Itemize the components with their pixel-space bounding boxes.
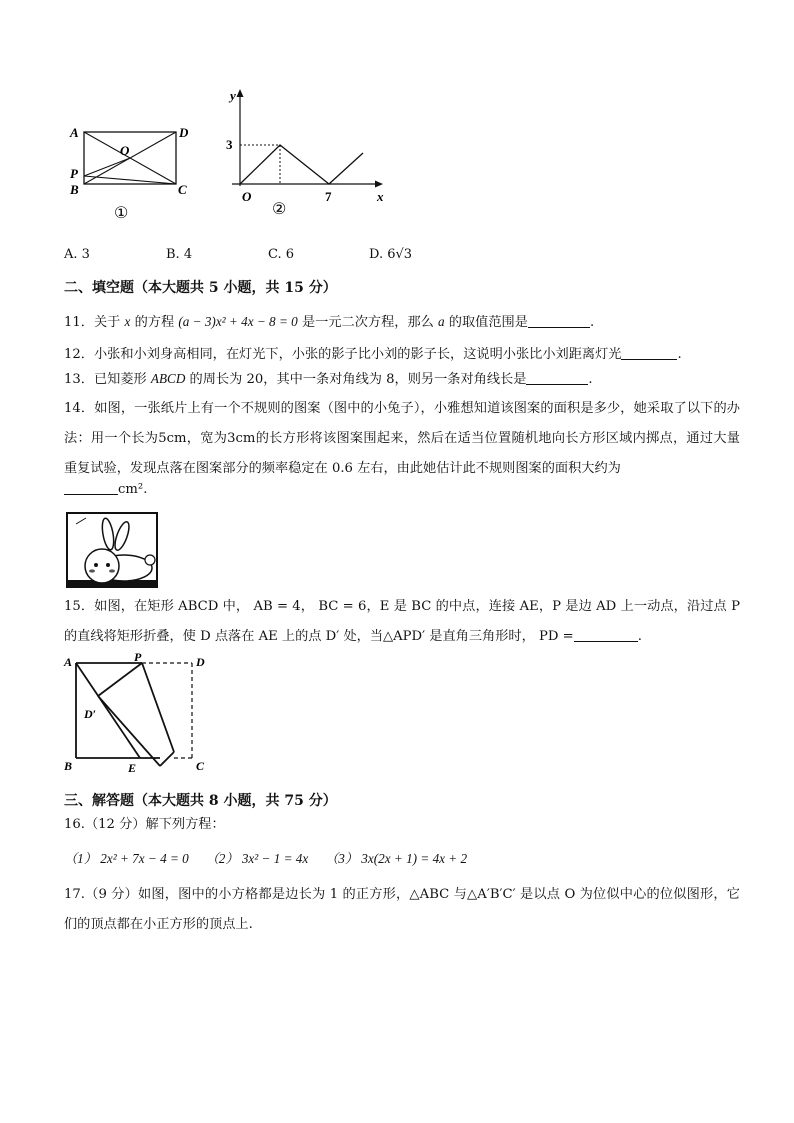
segment-pc bbox=[84, 176, 176, 184]
question-14: 14．如图，一张纸片上有一个不规则的图案（图中的小兔子），小雅想知道该图案的面积是多少，她采取了以下的办法：用一个长为5cm，宽为3cm的长方形将该图案围起来，然后在适当位置随机地向长方形区域内掷点，通过大量重复试验，发现点落在图案部分的频率稳定在 0.6 左右，由此她估计此不规则图案的面积大约为 bbox=[64, 401, 740, 476]
label-a: A bbox=[70, 125, 79, 140]
caption-1: ① bbox=[114, 205, 129, 222]
question-16: 16.（12 分）解下列方程： bbox=[64, 817, 225, 832]
choice-d: D. 6√3 bbox=[369, 247, 413, 262]
caption-2: ② bbox=[272, 201, 287, 218]
figure-fold bbox=[62, 648, 222, 776]
svg-text:E: E bbox=[128, 761, 137, 775]
q11-equation: (a − 3)x² + 4x − 8 = 0 bbox=[178, 314, 298, 329]
svg-text:D′: D′ bbox=[84, 707, 97, 721]
figure-graph bbox=[222, 86, 392, 221]
label-b: B bbox=[70, 182, 79, 197]
y-axis-arrow bbox=[237, 89, 244, 97]
answer-blank-14[interactable] bbox=[64, 480, 118, 495]
x-axis-arrow bbox=[375, 181, 383, 188]
svg-text:D: D bbox=[196, 655, 205, 669]
q16-part-1: （1） 2x² + 7x − 4 = 0 bbox=[64, 851, 189, 866]
section3-title: 三、解答题（本大题共 8 小题，共 75 分） bbox=[64, 793, 337, 809]
figure-rectangle bbox=[64, 118, 204, 228]
choice-b: B. 4 bbox=[166, 247, 193, 262]
label-x: x bbox=[377, 189, 384, 204]
label-y: y bbox=[230, 88, 236, 103]
svg-text:A: A bbox=[64, 655, 73, 669]
question-11: 11．关于 x 的方程 (a − 3)x² + 4x − 8 = 0 是一元二次方程，那么 a 的取值范围是 . bbox=[64, 314, 595, 330]
choice-a: A. 3 bbox=[64, 247, 90, 262]
answer-blank-15[interactable] bbox=[574, 627, 638, 642]
question-17: 17.（9 分）如图，图中的小方格都是边长为 1 的正方形，△ABC 与△A′B′C′ 是以点 O 为位似中心的位似图形，它们的顶点都在小正方形的顶点上. bbox=[64, 887, 740, 932]
label-c: C bbox=[178, 182, 187, 197]
label-origin: O bbox=[242, 189, 252, 204]
label-o: O bbox=[120, 143, 130, 158]
svg-text:P: P bbox=[134, 650, 142, 664]
question-16-parts bbox=[64, 850, 467, 869]
svg-text:B: B bbox=[64, 759, 73, 773]
tick-7: 7 bbox=[325, 189, 332, 204]
q16-part-2: （2） 3x² − 1 = 4x bbox=[205, 851, 309, 866]
answer-blank-13[interactable] bbox=[526, 370, 588, 385]
label-d: D bbox=[179, 125, 189, 140]
question-15: 15．如图，在矩形 ABCD 中， AB = 4， BC = 6，E 是 BC 的中点，连接 AE，P 是边 AD 上一动点，沿过点 P 的直线将矩形折叠，使 D 点落在 AE 上的点 D′ 处，当△APD′ 是直角三角形时， PD = . bbox=[64, 599, 740, 644]
question-14-answer: cm². bbox=[64, 480, 147, 499]
choice-c: C. 6 bbox=[268, 247, 295, 262]
answer-blank-11[interactable] bbox=[528, 313, 590, 328]
answer-blank-12[interactable] bbox=[621, 345, 677, 360]
svg-text:C: C bbox=[196, 759, 205, 773]
rabbit-image bbox=[64, 510, 160, 590]
q16-part-3: （3） 3x(2x + 1) = 4x + 2 bbox=[325, 851, 468, 866]
function-line bbox=[240, 145, 363, 184]
section2-title: 二、填空题（本大题共 5 小题，共 15 分） bbox=[64, 280, 337, 296]
segment-po bbox=[84, 158, 130, 176]
question-13: 13．已知菱形 ABCD 的周长为 20，其中一条对角线为 8，则另一条对角线长是 . bbox=[64, 371, 593, 387]
label-p: P bbox=[70, 166, 78, 181]
question-12: 12．小张和小刘身高相同，在灯光下，小张的影子比小刘的影子长，这说明小张比小刘距离灯光 . bbox=[64, 347, 682, 362]
tick-3: 3 bbox=[226, 137, 233, 152]
